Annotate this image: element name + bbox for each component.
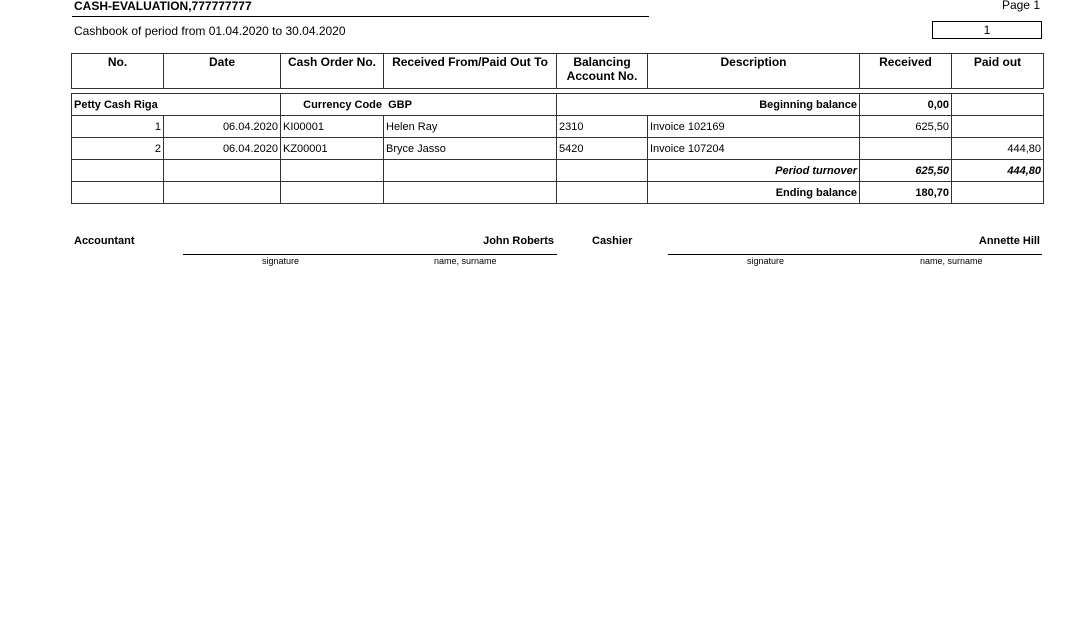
ending-balance-row [72,182,1044,204]
row-paid-out: 444,80 [952,138,1044,160]
beginning-balance-label: Beginning balance [557,94,860,116]
cash-desk-name: Petty Cash Riga [72,94,281,116]
row-no: 2 [72,138,164,160]
ending-balance-label: Ending balance [648,182,860,204]
empty-cell [281,160,384,182]
currency-cell [281,94,557,116]
cashbook-table [71,93,1044,204]
cashier-name-caption: name, surname [920,256,983,266]
table-row [72,138,1044,160]
row-received [860,138,952,160]
empty-cell [164,160,281,182]
accountant-name: John Roberts [483,235,554,247]
row-date: 06.04.2020 [164,116,281,138]
row-no: 1 [72,116,164,138]
period-turnover-received: 625,50 [860,160,952,182]
column-header-row [72,54,1044,89]
column-header-date: Date [164,54,281,89]
company-title: CASH-EVALUATION,777777777 [74,0,252,13]
period-turnover-label: Period turnover [648,160,860,182]
accountant-signature-caption: signature [262,256,300,266]
beginning-balance-value: 0,00 [860,94,952,116]
empty-cell [557,182,648,204]
table-row [72,116,1044,138]
row-cash-order: KZ00001 [281,138,384,160]
row-account: 5420 [557,138,648,160]
cashier-signature-line [668,254,1042,255]
period-description: Cashbook of period from 01.04.2020 to 30.04.2020 [74,24,346,38]
row-description: Invoice 102169 [648,116,860,138]
accountant-name-caption: name, surname [434,256,497,266]
row-date: 06.04.2020 [164,138,281,160]
cashier-label: Cashier [592,235,633,247]
empty-cell [72,160,164,182]
empty-cell [72,182,164,204]
period-turnover-row [72,160,1044,182]
row-description: Invoice 107204 [648,138,860,160]
row-party: Bryce Jasso [384,138,557,160]
column-header-party: Received From/Paid Out To [384,54,557,89]
empty-cell [557,160,648,182]
empty-cell [952,182,1044,204]
period-turnover-paid-out: 444,80 [952,160,1044,182]
beginning-balance-empty [952,94,1044,116]
column-header-received: Received [860,54,952,89]
ending-balance-value: 180,70 [860,182,952,204]
accountant-label: Accountant [74,235,135,247]
column-header-table [71,53,1044,89]
row-party: Helen Ray [384,116,557,138]
cashier-signature-caption: signature [747,256,785,266]
column-header-no: No. [72,54,164,89]
column-header-paid-out: Paid out [952,54,1044,89]
company-underline [72,16,649,17]
currency-value: GBP [388,98,412,111]
currency-label: Currency Code [303,98,382,111]
cash-desk-row [72,94,1044,116]
page-number-label: Page 1 [1001,0,1040,12]
empty-cell [384,182,557,204]
empty-cell [164,182,281,204]
row-cash-order: KI00001 [281,116,384,138]
row-paid-out [952,116,1044,138]
column-header-account: Balancing Account No. [557,54,648,89]
empty-cell [384,160,557,182]
page-number-box: 1 [932,21,1042,39]
row-received: 625,50 [860,116,952,138]
column-header-cash-order: Cash Order No. [281,54,384,89]
accountant-signature-line [183,254,557,255]
cashier-name: Annette Hill [978,235,1040,247]
column-header-description: Description [648,54,860,89]
row-account: 2310 [557,116,648,138]
empty-cell [281,182,384,204]
